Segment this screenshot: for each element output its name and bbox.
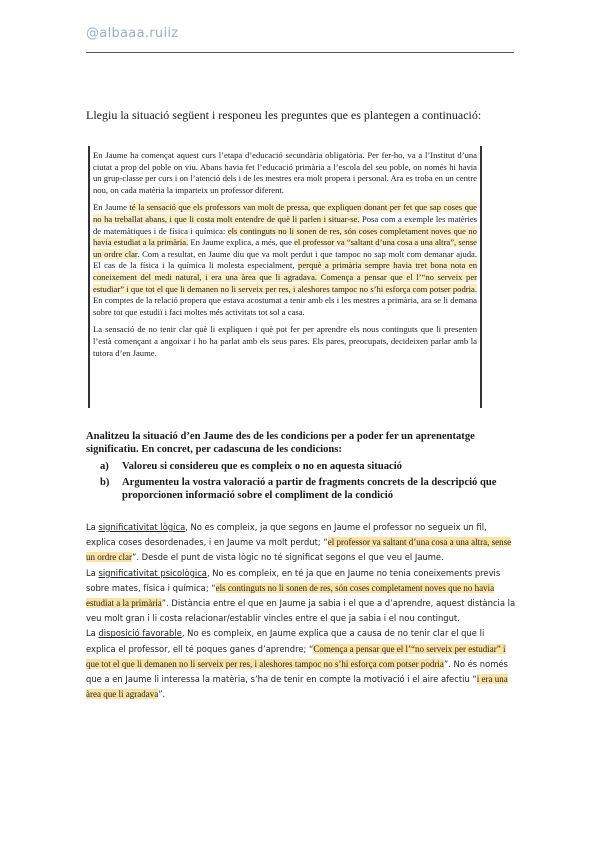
case-text-fragment: En Jaume explica, a més, que [188, 237, 295, 248]
analysis-psicologica: La significativitat psicològica, No es compleix, en té ja que en Jaume no tenia coneixements previs sobre mates, física i química; “els continguts no li sonen de res, són coses completament noves que no havia estudiat a la primària”. Distància entre el que en Jaume ja sabia i el que a d’aprendre, aquest distància la veu molt gran i li costa relacionar/establir vincles entre el que ja sabia i el nou contingut. [86, 567, 516, 624]
quote-highlight: els continguts no li sonen de res, són coses completament noves que no havia estudiat a la primària [86, 582, 495, 609]
task-list [86, 460, 514, 502]
case-text-fragment: Posa com a exemple les matèries de matemàtiques i de física i química: [93, 213, 477, 236]
highlighted-fragment: el professor va “saltant d’una cosa a una altra”, sense un ordre clar [93, 237, 477, 259]
case-text-fragment: . Com a resultat, en Jaume diu que va molt perdut i que tampoc no sap molt com demanar ajuda. El cas de la física i la química li molesta especialment, [93, 248, 478, 271]
case-description [88, 146, 482, 408]
task-intro: Analitzeu la situació d’en Jaume des de les condicions per a poder fer un aprenentatge significatiu. En concret, per cadascuna de les condicions: [86, 431, 475, 455]
quote-highlight: el professor va saltant d’una cosa a una altra, sense un ordre clar [86, 537, 512, 563]
case-paragraph-3: La sensació de no tenir clar què li expliquen i què pot fer per aprendre els nous continguts que li presenten l’està començant a angoixar i ho ha parlat amb els seus pares. Els pares, preocupats, decideixen parlar amb la tutora d’en Jaume. [93, 324, 477, 358]
instruction-text: Llegiu la situació següent i responeu les preguntes que es plantegen a continuació: [86, 108, 482, 122]
quote-highlight: Comença a pensar que el l’“no serveix per estudiar” i que tot el que li demanen no li serveix per res, i aleshores tampoc no s’hi esforça com potser podria [86, 643, 506, 669]
highlighted-fragment: té la sensació que els professors van molt de pressa, que expliquen donant per fet que sap coses que no ha treballat abans, i que li costa molt entendre de què li parlen i situar-se. [93, 202, 477, 224]
task-marker: b) [100, 477, 110, 488]
analysis-answer [86, 520, 516, 702]
highlighted-fragment: els continguts no li sonen de res, són coses completament noves que no havia estudiat a la primària. [93, 225, 477, 248]
quote-highlight: i era una àrea que li agradava [86, 674, 508, 700]
task-block [86, 430, 514, 505]
case-text-fragment: En Jaume [93, 202, 130, 213]
task-text: Argumenteu la vostra valoració a partir de fragments concrets de la descripció que proporcionen informació sobre el compliment de la condició [122, 477, 497, 501]
term-disposicio-favorable: disposició favorable [98, 628, 182, 639]
term-significativitat-logica: significativitat lògica [98, 522, 186, 532]
header-divider [86, 52, 514, 53]
task-marker: a) [100, 461, 109, 472]
highlighted-fragment: perquè a primària sempre havia tret bona nota en coneixement del medi natural, i era una àrea que li agradava. Comença a pensar que el l’“no serveix per estudiar” i que tot el que li demanen no li serveix per res, i aleshores tampoc no s’hi esforça com potser podria. [93, 260, 478, 294]
term-significativitat-psicologica: significativitat psicològica [98, 567, 207, 578]
case-paragraph-1: En Jaume ha començat aquest curs l’etapa d’educació secundària obligatòria. Per fer-ho, va a l’Institut d’una ciutat a prop del poble on viu. Abans havia fet l’educació primària a l’escola del seu poble, on només hi havia un grup-classe per curs i on l’atenció dels i de les mestres era molt propera i personal. Ara es troba en un centre nou, on cada matèria la imparteix un professor diferent. [93, 150, 477, 195]
analysis-logica: La significativitat lògica, No es compleix, ja que segons en Jaume el professor no segueix un fil, explica coses desordenades, i en Jaume va molt perdut; “el professor va saltant d’una cosa a una altra, sense un ordre clar”. Desde el punt de vista lògic no té significat segons el que veu el Jaume. [86, 522, 512, 563]
case-paragraph-2 [93, 202, 477, 318]
task-item [86, 460, 514, 473]
case-text-fragment: En comptes de la relació propera que estava acostumat a tenir amb els i les mestres a primària, ara se li demana sobre tot que estudiï i faci moltes més activitats tot sol a casa. [93, 295, 477, 317]
author-handle: @albaaa.ruiiz [86, 26, 179, 41]
task-text: Valoreu si considereu que es compleix o no en aquesta situació [122, 461, 402, 472]
analysis-disposicio: La disposició favorable, No es compleix, en Jaume explica que a causa de no tenir clar el que li explica el professor, ell té poques ganes d’aprendre; “Comença a pensar que el l’“no serveix per estudiar” i que tot el que li demanen no li serveix per res, i aleshores tampoc no s’hi esforça com potser podria”. No és només que a en Jaume li interessa la matèria, s’ha de tenir en compte la motivació i el aire afectiu “i era una àrea que li agradava”. [86, 628, 508, 700]
task-item [86, 476, 514, 502]
